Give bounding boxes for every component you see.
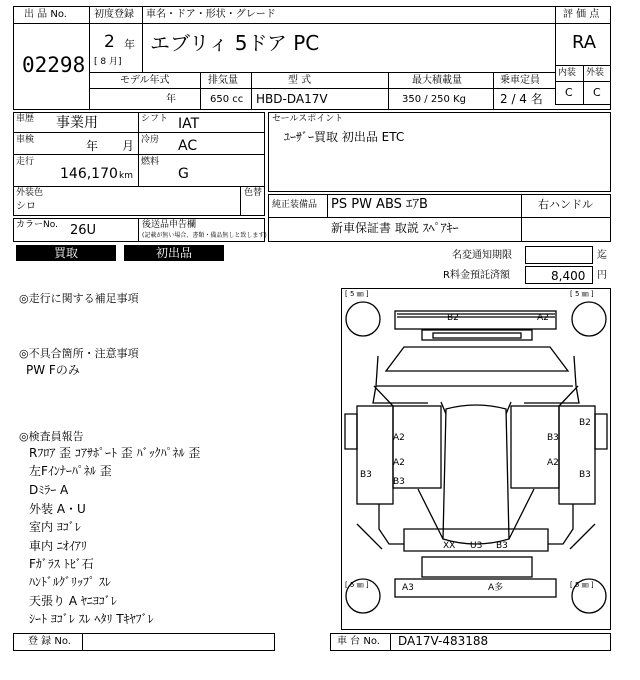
inspector-line: Fｶﾞﾗｽ ﾄﾋﾞ石 xyxy=(29,557,94,571)
inspector-line: ﾊﾝﾄﾞﾙｸﾞﾘｯﾌﾟ ｽﾚ xyxy=(29,575,111,589)
sales-point-value: ﾕｰｻﾞｰ買取 初出品 ETC xyxy=(284,130,405,144)
lot-no: 02298 xyxy=(22,53,86,77)
inspector-notes-title: ◎検査員報告 xyxy=(19,430,84,443)
inspection-month: 月 xyxy=(122,139,135,153)
damage-left-mid: A2 xyxy=(393,458,405,468)
damage-roof-xx: XX xyxy=(443,541,456,551)
interior-grade: C xyxy=(565,86,573,99)
badge-kaitori: 買取 xyxy=(16,245,116,261)
ext-color-label: 外装色 xyxy=(16,188,44,198)
defect-notes-title: ◎不具合箇所・注意事項 xyxy=(19,347,139,360)
damage-roof-b3: B3 xyxy=(496,541,508,551)
interior-label: 内装 xyxy=(558,68,577,78)
inspector-line: Dﾐﾗｰ A xyxy=(29,483,69,497)
displacement: 650 cc xyxy=(210,94,244,105)
max-load: 350 / 250 Kg xyxy=(402,94,466,105)
mileage-unit: km xyxy=(119,171,133,181)
name-change-box xyxy=(525,246,593,264)
shift-label: シフト xyxy=(141,114,169,124)
extras-value: 新車保証書 取説 ｽﾍﾟｱｷｰ xyxy=(331,221,459,235)
damage-right-rear: B3 xyxy=(579,470,591,480)
chassis-no: DA17V-483188 xyxy=(398,634,489,648)
damage-right-mid: A2 xyxy=(547,458,559,468)
damage-rear-center: A多 xyxy=(488,583,504,593)
fuel-label: 燃料 xyxy=(141,157,160,167)
inspector-line: 外装 A・U xyxy=(29,502,86,516)
recycle-amount: 8,400 xyxy=(551,269,586,283)
details-box xyxy=(13,112,265,216)
ac-value: AC xyxy=(178,138,198,154)
damage-roof-u3: U3 xyxy=(470,541,483,551)
exterior-label: 外装 xyxy=(586,68,605,78)
docs-label: 後送品申告欄 xyxy=(142,220,197,230)
car-name-label: 車名・ドア・形状・グレード xyxy=(146,9,276,20)
ext-color-value: シロ xyxy=(16,201,36,212)
capacity-label: 乗車定員 xyxy=(500,75,540,86)
grade-label: 評 価 点 xyxy=(563,9,600,20)
recycle-label: R料金預託済額 xyxy=(443,270,510,281)
inspector-line: 車内 ﾆｵｲｱﾘ xyxy=(29,539,87,553)
inspector-line: 左Fｲﾝﾅｰﾊﾟﾈﾙ 歪 xyxy=(29,464,112,478)
damage-left-front: A2 xyxy=(393,433,405,443)
car-diagram xyxy=(341,288,611,630)
inspector-line: ｼｰﾄ ﾖｺﾞﾚ ｽﾚ ﾍﾀﾘ Tｷﾔﾌﾞﾚ xyxy=(29,612,154,626)
color-no-label: カラーNo. xyxy=(16,220,58,230)
name-change-label: 名変通知期限 xyxy=(452,250,512,261)
inspector-line: 室内 ﾖｺﾞﾚ xyxy=(29,520,81,534)
lot-no-label: 出 品 No. xyxy=(24,9,67,20)
steering-value: 右ハンドル xyxy=(538,198,593,211)
car-name: エブリィ 5ドア PC xyxy=(150,31,320,55)
name-change-suffix: 迄 xyxy=(597,250,607,261)
type-label: 型 式 xyxy=(288,75,312,86)
recolor-label: 色替 xyxy=(244,188,263,198)
fuel-value: G xyxy=(178,166,189,182)
driving-notes-title: ◎走行に関する補足事項 xyxy=(19,292,139,305)
first-reg-label: 初度登録 xyxy=(94,9,134,20)
tire-depth-rr: [ 5 ㎜ ] xyxy=(570,581,594,589)
first-reg-month: [ 8 月] xyxy=(94,57,122,67)
defect-line: PW Fのみ xyxy=(26,363,80,377)
damage-rear-left: A3 xyxy=(402,583,414,593)
inspection-year: 年 xyxy=(86,139,99,153)
damage-front-right: A2 xyxy=(537,313,549,323)
first-reg-year: 2 xyxy=(104,32,115,52)
inspector-line: 天張り A ﾔﾆﾖｺﾞﾚ xyxy=(29,594,117,608)
badge-first-listing: 初出品 xyxy=(124,245,224,261)
damage-right-side: B2 xyxy=(579,418,591,428)
tire-depth-fl: [ 5 ㎜ ] xyxy=(345,290,369,298)
exterior-grade: C xyxy=(593,86,601,99)
car-outline xyxy=(342,289,610,629)
type-value: HBD-DA17V xyxy=(256,92,328,106)
reg-no-label: 登 録 No. xyxy=(28,636,71,647)
recycle-unit: 円 xyxy=(597,270,607,281)
tire-depth-rl: [ 5 ㎜ ] xyxy=(345,581,369,589)
max-load-label: 最大積載量 xyxy=(412,75,462,86)
shift-value: IAT xyxy=(178,116,200,132)
capacity: 2 / 4 名 xyxy=(500,92,543,106)
tire-depth-fr: [ 5 ㎜ ] xyxy=(570,290,594,298)
year-unit: 年 xyxy=(124,38,135,51)
history-value: 事業用 xyxy=(56,115,98,131)
equipment-value: PS PW ABS ｴｱB xyxy=(331,197,428,212)
model-year-label: モデル年式 xyxy=(120,75,170,86)
inspection-label: 車検 xyxy=(16,135,35,145)
sales-point-box xyxy=(268,112,611,192)
color-no-value: 26U xyxy=(70,223,97,238)
history-label: 車歴 xyxy=(16,114,35,124)
model-year-unit: 年 xyxy=(166,94,176,105)
docs-note: (記載が無い場合、書類・備品無しと致します) xyxy=(142,232,267,239)
damage-left-side: B3 xyxy=(360,470,372,480)
grade-value: RA xyxy=(572,32,597,53)
damage-left-rear: B3 xyxy=(393,477,405,487)
ac-label: 冷房 xyxy=(141,135,160,145)
mileage-label: 走行 xyxy=(16,157,35,167)
damage-front-left: B2 xyxy=(447,313,459,323)
sales-point-label: セールスポイント xyxy=(272,114,344,124)
displacement-label: 排気量 xyxy=(208,75,238,86)
chassis-label: 車 台 No. xyxy=(337,636,380,647)
equipment-label: 純正装備品 xyxy=(272,200,318,210)
damage-right-front: B3 xyxy=(547,433,559,443)
inspector-line: Rﾌﾛｱ 歪 ｺｱｻﾎﾟｰﾄ 歪 ﾊﾞｯｸﾊﾟﾈﾙ 歪 xyxy=(29,446,201,460)
mileage-value: 146,170 xyxy=(60,166,118,182)
